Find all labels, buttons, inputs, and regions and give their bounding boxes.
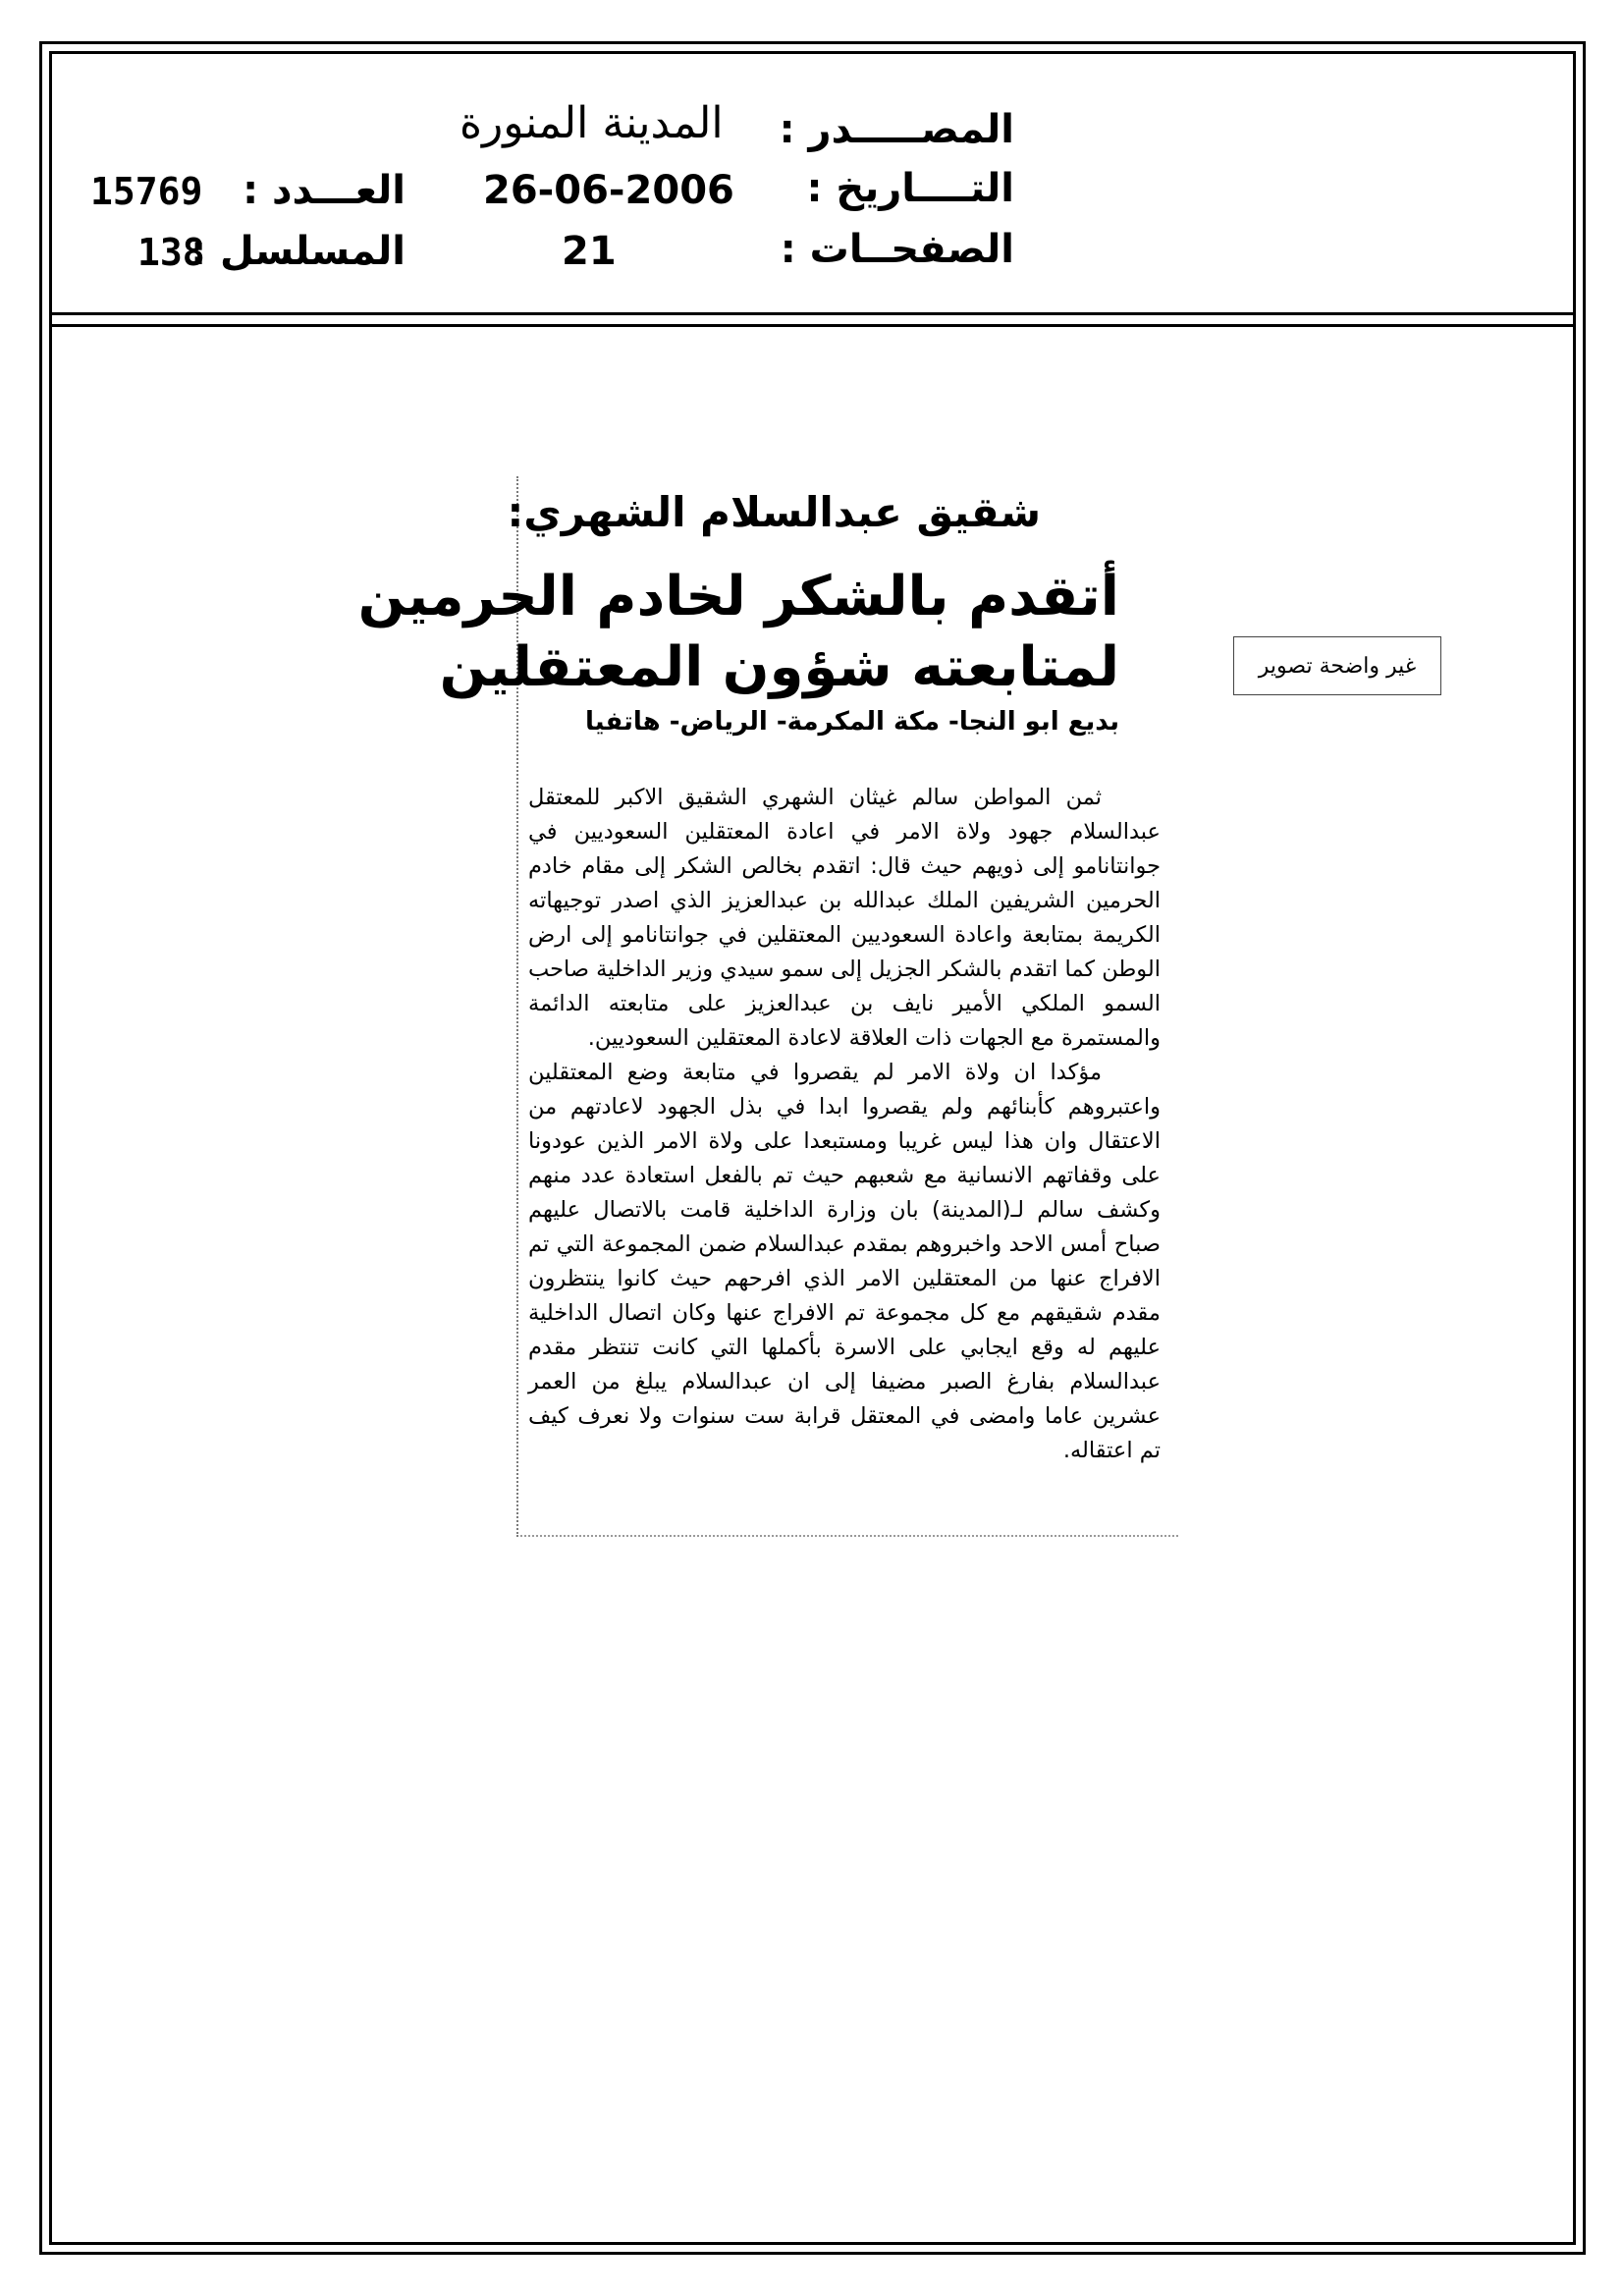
serial-value: 138 [137,231,205,274]
article-paragraph-1: ثمن المواطن سالم غيثان الشهري الشقيق الاكبر للمعتقل عبدالسلام جهود ولاة الامر في اعادة المعتقلين السعوديين في جوانتانامو إلى ذويهم حيث قال: اتقدم بخالص الشكر إلى مقام خادم الحرمين الشريفين الملك عبدالله بن عبدالعزيز الذي اصدر توجيهاته الكريمة بمتابعة واعادة السعوديين المعتقلين في جوانتانامو إلى ارض الوطن كما اتقدم بالشكر الجزيل إلى سمو سيدي وزير الداخلية صاحب السمو الملكي الأمير نايف بن عبدالعزيز على متابعته الدائمة والمستمرة مع الجهات ذات العلاقة لاعادة المعتقلين السعوديين. [528,785,1161,1051]
pages-value: 21 [562,229,617,274]
issue-label: العـــدد : [243,168,406,213]
unclear-copy-note: غير واضحة تصوير [1233,636,1441,695]
source-label: المصـــــدر : [779,107,1014,152]
article-paragraph-2: مؤكدا ان ولاة الامر لم يقصروا في متابعة وضع المعتقلين واعتبروهم كأبنائهم ولم يقصروا ابدا في بذل الجهود لاعادتهم من الاعتقال وان هذا ليس غريبا ومستبعدا على ولاة الامر الذين عودونا على وقفاتهم الانسانية مع شعبهم حيث تم بالفعل استعادة عدد منهم وكشف سالم لـ(المدينة) بان وزارة الداخلية قامت بالاتصال عليهم صباح أمس الاحد واخبروهم بمقدم عبدالسلام ضمن المجموعة التي تم الافراج عنها من المعتقلين الامر الذي افرحهم حيث كانوا ينتظرون مقدم شقيقهم مع كل مجموعة تم الافراج عنها وكان اتصال الداخلية عليهم له وقع ايجابي على الاسرة بأكملها التي كانت تنتظر مقدم عبدالسلام بفارغ الصبر مضيفا إلى ان عبدالسلام يبلغ من العمر عشرين عاما وامضى في المعتقل قرابة ست سنوات ولا نعرف كيف تم اعتقاله. [528,1060,1161,1463]
serial-label: المسلسل : [190,229,406,274]
clipping-bottom-edge [520,1535,1178,1537]
date-label: التــــاريخ : [806,166,1014,211]
pages-label: الصفحــات : [780,227,1014,272]
source-value: المدينة المنورة [460,98,724,148]
header-divider-upper [49,312,1576,315]
issue-value: 15769 [90,170,203,213]
date-value: 26-06-2006 [483,168,734,213]
article-kicker: شقيق عبدالسلام الشهري: [507,488,1041,536]
article-byline: بديع ابو النجا- مكة المكرمة- الرياض- هاتفيا [585,707,1119,737]
article-headline-line1: أتقدم بالشكر لخادم الحرمين [357,565,1119,629]
newspaper-clipping [357,476,1178,1537]
article-headline-line2: لمتابعته شؤون المعتقلين [439,635,1119,699]
header-divider-lower [49,324,1576,327]
article-body [528,781,1161,1468]
